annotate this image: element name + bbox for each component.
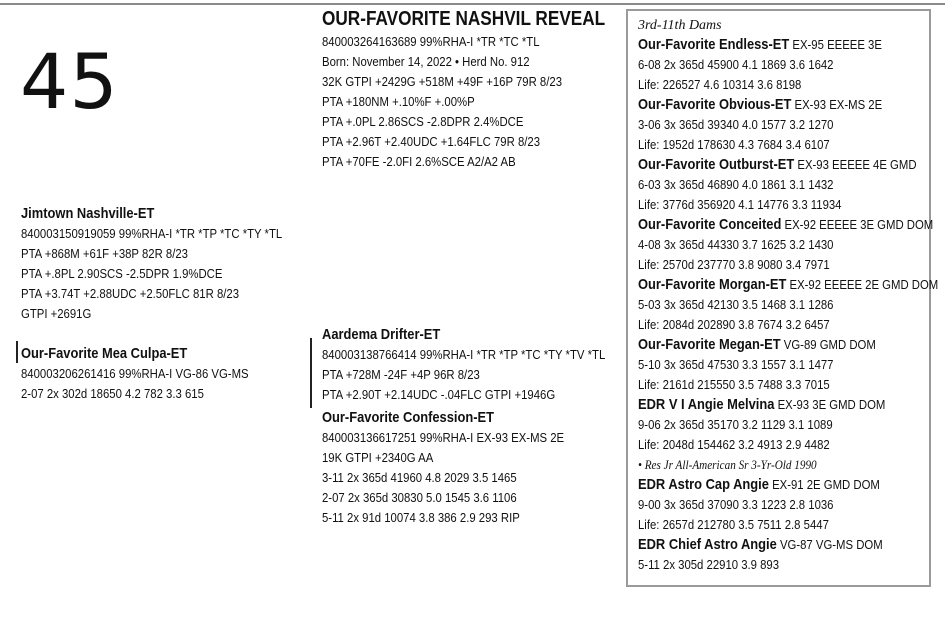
dam-entry-rating: EX-92 EEEEE 3E GMD DOM — [781, 217, 934, 232]
dam-entry-name: Our-Favorite Megan-ET — [638, 336, 781, 353]
dam-sire-name: Aardema Drifter-ET — [322, 326, 441, 343]
granddam-line: 5-11 2x 91d 10074 3.8 386 2.9 293 RIP — [322, 510, 520, 525]
dam-entry-line: Life: 2048d 154462 3.2 4913 2.9 4482 — [638, 437, 830, 452]
dam-sire-block — [322, 325, 651, 405]
granddam-block — [322, 408, 604, 528]
dam-entry-line: 5-10 3x 365d 47530 3.3 1557 3.1 1477 — [638, 357, 834, 372]
granddam-line: 2-07 2x 365d 30830 5.0 1545 3.6 1106 — [322, 490, 517, 505]
animal-line: PTA +70FE -2.0FI 2.6%SCE A2/A2 AB — [322, 154, 516, 169]
sire-line: 840003150919059 99%RHA-I *TR *TP *TC *TY *TL — [21, 226, 283, 241]
animal-name: OUR-FAVORITE NASHVIL REVEAL — [322, 8, 606, 30]
sire-name: Jimtown Nashville-ET — [21, 205, 155, 222]
sire-line: GTPI +2691G — [21, 306, 92, 321]
dam-entry-line: Life: 3776d 356920 4.1 14776 3.3 11934 — [638, 197, 842, 212]
sire-line: PTA +3.74T +2.88UDC +2.50FLC 81R 8/23 — [21, 286, 240, 301]
dam-entry-name: Our-Favorite Endless-ET — [638, 36, 790, 53]
dam-entry-line: 5-11 2x 305d 22910 3.9 893 — [638, 557, 780, 572]
dam-line: 840003206261416 99%RHA-I VG-86 VG-MS — [21, 366, 249, 381]
dam-entry-rating: EX-93 EEEEE 4E GMD — [794, 157, 917, 172]
animal-details — [322, 32, 601, 172]
dam-entry — [638, 155, 938, 175]
dam-entry-line: 4-08 3x 365d 44330 3.7 1625 3.2 1430 — [638, 237, 834, 252]
dam-entry-line: Life: 1952d 178630 4.3 7684 3.4 6107 — [638, 137, 830, 152]
dam-entry-name: EDR Chief Astro Angie — [638, 536, 777, 553]
dam-entry-rating: VG-89 GMD DOM — [780, 337, 876, 352]
granddam-line: 19K GTPI +2340G AA — [322, 450, 434, 465]
animal-line: Born: November 14, 2022 • Herd No. 912 — [322, 54, 530, 69]
dam-entry-line: Life: 2084d 202890 3.8 7674 3.2 6457 — [638, 317, 830, 332]
granddam-name: Our-Favorite Confession-ET — [322, 409, 495, 426]
dam-sire-line: PTA +2.90T +2.14UDC -.04FLC GTPI +1946G — [322, 387, 556, 402]
dam-entry-name: Our-Favorite Morgan-ET — [638, 276, 787, 293]
dams-box — [626, 9, 939, 587]
animal-line: 840003264163689 99%RHA-I *TR *TC *TL — [322, 34, 540, 49]
dam-entry-line: Life: 2570d 237770 3.8 9080 3.4 7971 — [638, 257, 830, 272]
dam-entry-name: Our-Favorite Obvious-ET — [638, 96, 792, 113]
dam-entry-line: 9-00 3x 365d 37090 3.3 1223 2.8 1036 — [638, 497, 834, 512]
dam-entry-line: 5-03 3x 365d 42130 3.5 1468 3.1 1286 — [638, 297, 834, 312]
dam-entry-name: EDR Astro Cap Angie — [638, 476, 769, 493]
dam-entry-rating: EX-95 EEEEE 3E — [789, 37, 882, 52]
dam-entry-line: 6-03 3x 365d 46890 4.0 1861 3.1 1432 — [638, 177, 834, 192]
dam-entry-name: EDR V I Angie Melvina — [638, 396, 775, 413]
dam-sire-line: PTA +728M -24F +4P 96R 8/23 — [322, 367, 480, 382]
dam-entry-name: Our-Favorite Conceited — [638, 216, 782, 233]
dam-entry-note: • Res Jr All-American Sr 3-Yr-Old 1990 — [638, 457, 817, 472]
dam-entry-rating: EX-91 2E GMD DOM — [768, 477, 880, 492]
granddam-line: 840003136617251 99%RHA-I EX-93 EX-MS 2E — [322, 430, 565, 445]
sire-block — [21, 204, 325, 324]
dam-entry-name: Our-Favorite Outburst-ET — [638, 156, 795, 173]
dam-sire-bracket — [310, 338, 312, 408]
animal-line: PTA +2.96T +2.40UDC +1.64FLC 79R 8/23 — [322, 134, 541, 149]
dams-box-header: 3rd-11th Dams — [638, 18, 722, 33]
dam-entry — [638, 335, 938, 355]
dam-entry — [638, 275, 938, 295]
dam-block — [21, 344, 286, 404]
top-rule — [0, 3, 945, 5]
sire-line: PTA +868M +61F +38P 82R 8/23 — [21, 246, 188, 261]
dam-bracket — [16, 341, 18, 363]
dam-entry-line: Life: 2657d 212780 3.5 7511 2.8 5447 — [638, 517, 829, 532]
dam-entry-rating: EX-92 EEEEE 2E GMD DOM — [786, 277, 939, 292]
dam-entry-line: 6-08 2x 365d 45900 4.1 1869 3.6 1642 — [638, 57, 834, 72]
animal-line: PTA +.0PL 2.86SCS -2.8DPR 2.4%DCE — [322, 114, 524, 129]
dam-entry-line: Life: 2161d 215550 3.5 7488 3.3 7015 — [638, 377, 830, 392]
dam-entry-line: Life: 226527 4.6 10314 3.6 8198 — [638, 77, 802, 92]
lot-number: 45 — [20, 37, 119, 126]
dam-entry — [638, 395, 938, 415]
dam-entry-line: 3-06 3x 365d 39340 4.0 1577 3.2 1270 — [638, 117, 834, 132]
dam-line: 2-07 2x 302d 18650 4.2 782 3.3 615 — [21, 386, 204, 401]
dam-entry-rating: VG-87 VG-MS DOM — [776, 537, 883, 552]
dam-entry — [638, 95, 938, 115]
animal-line: PTA +180NM +.10%F +.00%P — [322, 94, 475, 109]
dam-name: Our-Favorite Mea Culpa-ET — [21, 345, 188, 362]
animal-line: 32K GTPI +2429G +518M +49F +16P 79R 8/23 — [322, 74, 563, 89]
dam-entry — [638, 215, 938, 235]
sire-line: PTA +.8PL 2.90SCS -2.5DPR 1.9%DCE — [21, 266, 223, 281]
granddam-line: 3-11 2x 365d 41960 4.8 2029 3.5 1465 — [322, 470, 517, 485]
dam-sire-line: 840003138766414 99%RHA-I *TR *TP *TC *TY *TV *TL — [322, 347, 606, 362]
dam-entry-rating: EX-93 EX-MS 2E — [791, 97, 883, 112]
dam-entry-line: 9-06 2x 365d 35170 3.2 1129 3.1 1089 — [638, 417, 833, 432]
dam-entry — [638, 535, 938, 555]
dam-entry-rating: EX-93 3E GMD DOM — [774, 397, 886, 412]
dam-entry — [638, 35, 938, 55]
dam-entry — [638, 475, 938, 495]
